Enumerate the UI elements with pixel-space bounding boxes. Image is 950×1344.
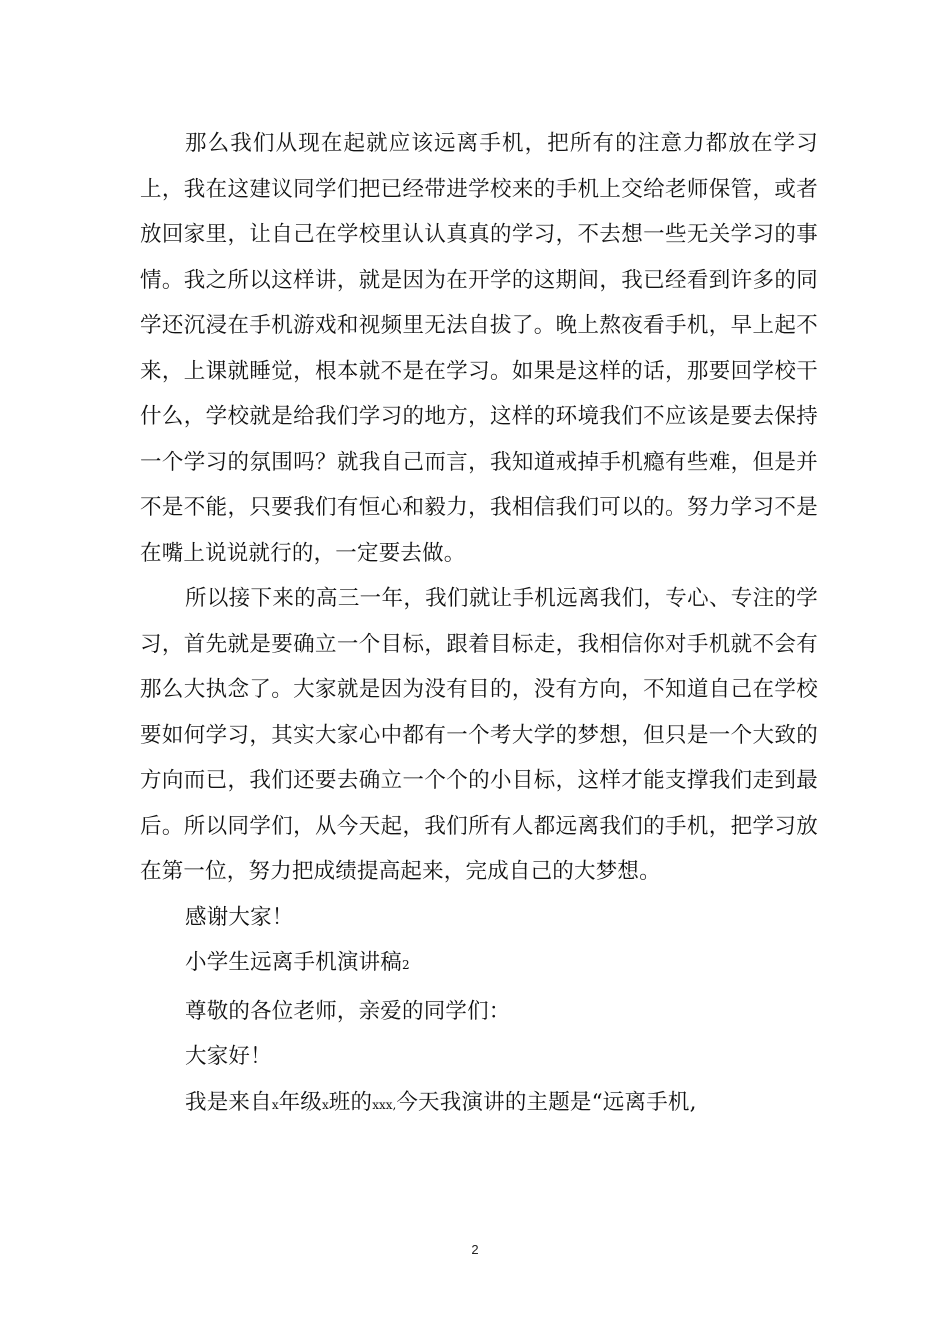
salutation: 尊敬的各位老师，亲爱的同学们： [185, 998, 511, 1024]
intro-class-placeholder: x [322, 1097, 329, 1112]
intro-name-placeholder: xxx, [372, 1097, 397, 1112]
intro-part-1: 我是来自 [185, 1089, 272, 1115]
speech-heading-number: 2 [402, 958, 410, 972]
greeting: 大家好！ [185, 1044, 272, 1069]
intro-part-4: 今天我演讲的主题是“远离手机, [396, 1089, 697, 1115]
speech-heading [140, 940, 818, 989]
paragraph-2: 所以接下来的高三一年，我们就让手机远离我们，专心、专注的学习，首先就是要确立一个目标，跟着目标走，我相信你对手机就不会有那么大执念了。大家就是因为没有目的，没有方向，不知道自己在学校要如何学习，其实大家心中都有一个考大学的梦想，但只是一个大致的方向而已，我们还要去确立一个个的小目标，这样才能支撑我们走到最后。所以同学们，从今天起，我们所有人都远离我们的手机，把学习放在第一位，努力把成绩提高起来，完成自己的大梦想。 [140, 586, 818, 884]
intro-line [140, 1080, 818, 1129]
speech-heading-text: 小学生远离手机演讲稿 [185, 950, 403, 975]
intro-grade-placeholder: x [271, 1097, 279, 1112]
intro-part-2: 年级 [278, 1089, 322, 1115]
paragraph-1: 那么我们从现在起就应该远离手机，把所有的注意力都放在学习上，我在这建议同学们把已经带进学校来的手机上交给老师保管，或者放回家里，让自己在学校里认认真真的学习，不去想一些无关学习的事情。我之所以这样讲，就是因为在开学的这期间，我已经看到许多的同学还沉浸在手机游戏和视频里无法自拔了。晚上熬夜看手机，早上起不来，上课就睡觉，根本就不是在学习。如果是这样的话，那要回学校干什么，学校就是给我们学习的地方，这样的环境我们不应该是要去保持一个学习的氛围吗？就我自己而言，我知道戒掉手机瘾有些难，但是并不是不能，只要我们有恒心和毅力，我相信我们可以的。努力学习不是在嘴上说说就行的，一定要去做。 [140, 131, 818, 566]
intro-part-3: 班的 [328, 1089, 373, 1115]
closing-thanks: 感谢大家！ [185, 904, 294, 930]
page-number: 2 [471, 1242, 479, 1257]
document-body [140, 121, 818, 1128]
